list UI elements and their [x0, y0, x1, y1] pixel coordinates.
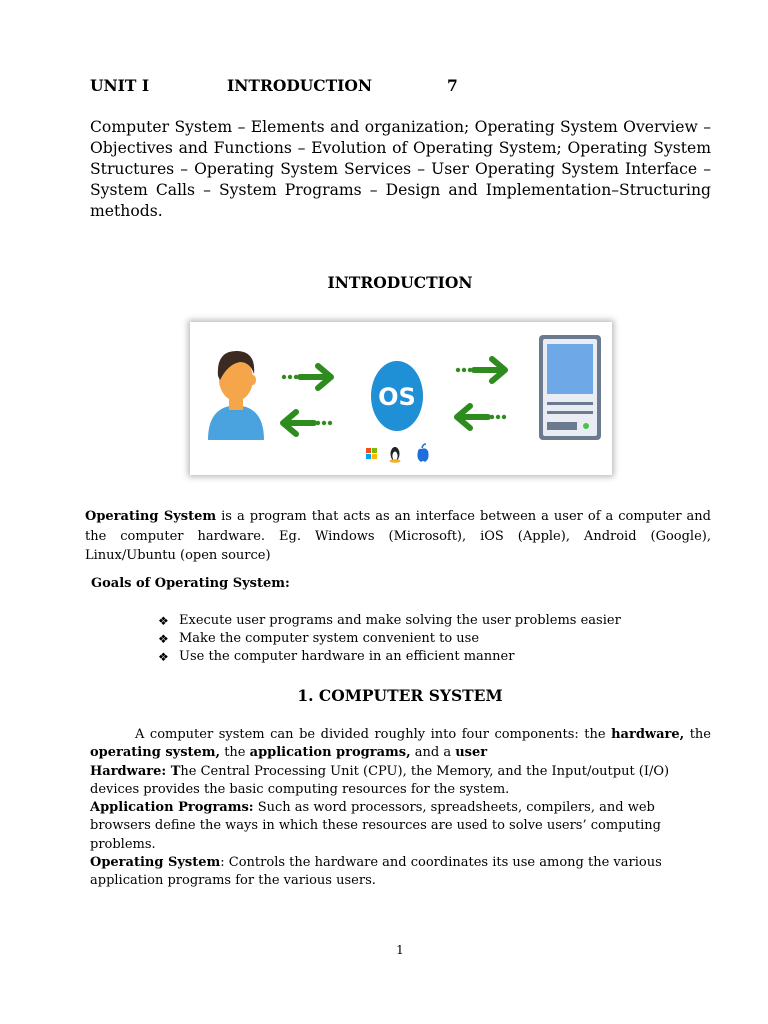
unit-header: [90, 76, 490, 98]
components-intro-line: A computer system can be divided roughly into four components: the hardware, the: [135, 727, 711, 742]
os-definition-term: Operating System: [85, 509, 217, 524]
bullet-icon: ❖: [158, 650, 169, 664]
hardware-definition: Hardware: The Central Processing Unit (CPU), the Memory, and the Input/output (I/O) devices provides the basic computing resources for the system.: [90, 763, 670, 797]
linux-logo-icon: [390, 447, 401, 463]
arrow-right-icon: [282, 366, 331, 388]
user-icon: [208, 351, 264, 440]
os-diagram: [190, 322, 612, 475]
os-icon: [371, 361, 423, 431]
os-label: OS: [378, 383, 416, 411]
computer-icon: [539, 335, 601, 440]
goals-heading: Goals of Operating System:: [91, 576, 290, 591]
os-definition-text: is a program that acts as an interface between a user of a computer and the computer hardware. Eg. Windows (Microsoft), iOS (Apple), Android (Google), Linux/Ubuntu (open source): [85, 509, 711, 563]
arrow-right-icon: [456, 359, 505, 381]
apple-logo-icon: [417, 444, 428, 462]
windows-logo-icon: [366, 448, 377, 459]
bullet-icon: ❖: [158, 632, 169, 646]
os-interface-figure: [190, 322, 612, 475]
unit-label: UNIT I: [90, 76, 150, 95]
list-item: ❖ Execute user programs and make solving the user problems easier: [158, 613, 621, 628]
page-number: 1: [396, 943, 404, 957]
unit-title: INTRODUCTION: [227, 76, 373, 95]
computer-system-text: [90, 726, 711, 891]
section-heading: 1. COMPUTER SYSTEM: [297, 686, 503, 705]
list-item: ❖ Use the computer hardware in an efficient manner: [158, 649, 515, 664]
arrow-left-icon: [283, 412, 332, 434]
unit-hours: 7: [447, 76, 458, 95]
application-programs-definition: Application Programs: Such as word processors, spreadsheets, compilers, and web browsers define the ways in which these resources are used to solve users’ computing problems.: [90, 800, 661, 852]
operating-system-definition: Operating System: Controls the hardware and coordinates its use among the various application programs for the various users.: [90, 855, 662, 889]
components-intro-line-2: operating system, the application programs, and a user: [90, 745, 488, 761]
syllabus-text: Computer System – Elements and organization; Operating System Overview – Objectives and Functions – Evolution of Operating System; Operating System Structures – Operating System Services – User Operating System Interface – System Calls – System Programs – Design and Implementation–Structuring methods.: [90, 118, 711, 220]
bullet-icon: ❖: [158, 614, 169, 628]
os-definition: [85, 507, 711, 566]
arrow-left-icon: [457, 406, 506, 428]
introduction-heading: INTRODUCTION: [327, 273, 473, 292]
goals-list: [158, 612, 621, 666]
list-item: ❖ Make the computer system convenient to use: [158, 631, 480, 646]
